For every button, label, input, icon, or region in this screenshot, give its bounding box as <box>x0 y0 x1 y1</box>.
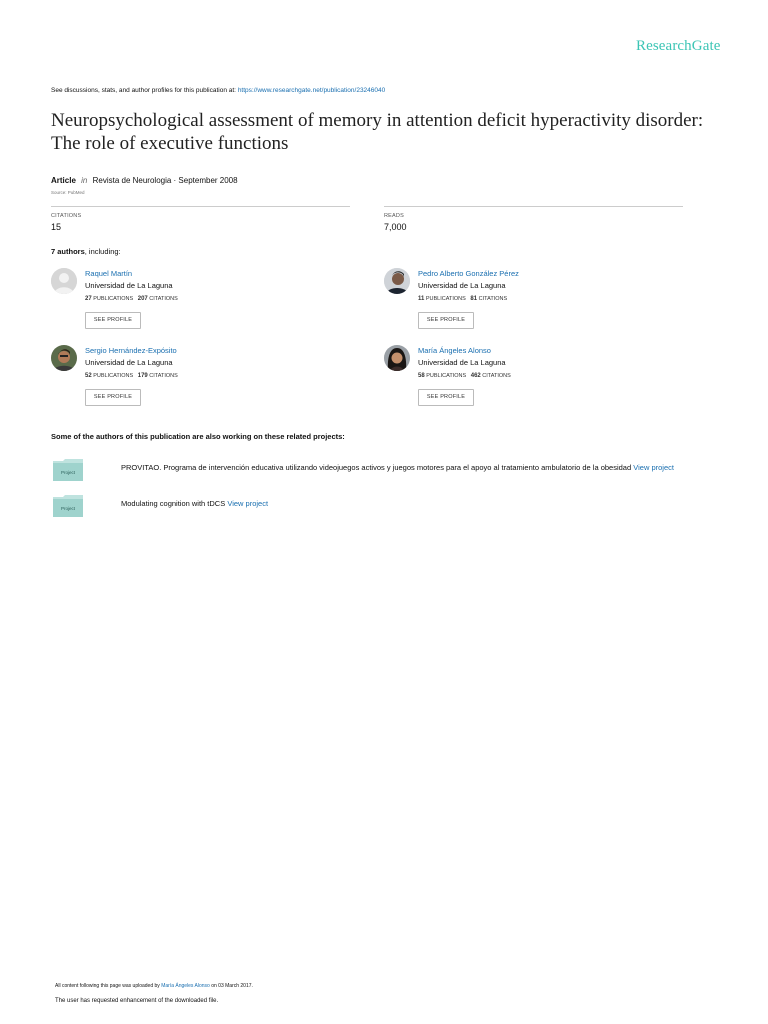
project-folder-icon <box>53 459 83 481</box>
author-citations-count: 179 <box>137 373 148 379</box>
publication-type: Article <box>51 176 76 185</box>
author-stats <box>85 373 178 379</box>
citations-value: 15 <box>51 222 62 232</box>
author-publications-label: PUBLICATIONS <box>425 296 466 302</box>
publication-title: Neuropsychological assessment of memory in attention deficit hyperactivity disorder: The role of executive functions <box>51 110 704 154</box>
discussion-line <box>51 87 385 94</box>
reads-stat <box>384 206 683 232</box>
author-citations-label: CITATIONS <box>149 296 178 302</box>
author-photo-icon[interactable] <box>384 268 410 294</box>
project-item <box>51 459 731 483</box>
journal-date: Revista de Neurologia · September 2008 <box>92 176 238 185</box>
reads-value: 7,000 <box>384 222 407 232</box>
author-citations-label: CITATIONS <box>149 373 178 379</box>
author-card <box>384 268 684 336</box>
author-stats <box>418 296 507 302</box>
author-publications-count: 52 <box>85 373 92 379</box>
authors-count-suffix: , including: <box>84 247 121 256</box>
project-description <box>121 463 674 472</box>
publication-source: Source: PubMed <box>51 190 85 195</box>
author-publications-label: PUBLICATIONS <box>93 373 134 379</box>
project-description <box>121 499 268 508</box>
author-publications-count: 27 <box>85 296 92 302</box>
upload-prefix: All content following this page was uploaded by <box>55 983 160 989</box>
author-card <box>51 345 351 413</box>
author-citations-count: 462 <box>470 373 481 379</box>
author-citations-label: CITATIONS <box>482 373 511 379</box>
view-project-link[interactable]: View project <box>227 499 269 508</box>
citations-stat <box>51 206 350 232</box>
see-profile-button[interactable]: SEE PROFILE <box>418 389 474 406</box>
author-stats <box>418 373 511 379</box>
upload-notice <box>55 983 253 989</box>
project-title: PROVITAO. Programa de intervención educativa utilizando videojuegos activos y juegos motores para el apoyo al tratamiento ambulatorio de la obesidad <box>121 463 632 472</box>
author-publications-count: 58 <box>418 373 425 379</box>
author-citations-count: 207 <box>137 296 148 302</box>
author-name-link[interactable]: Pedro Alberto González Pérez <box>418 269 519 278</box>
see-profile-button[interactable]: SEE PROFILE <box>418 312 474 329</box>
project-title: Modulating cognition with tDCS <box>121 499 226 508</box>
author-institution: Universidad de La Laguna <box>85 358 173 367</box>
author-citations-label: CITATIONS <box>478 296 508 302</box>
author-card <box>51 268 351 336</box>
authors-count <box>51 247 121 256</box>
enhancement-note: The user has requested enhancement of the downloaded file. <box>55 998 219 1004</box>
authors-count-number: 7 authors <box>51 247 85 256</box>
author-publications-count: 11 <box>418 296 425 302</box>
related-projects-heading: Some of the authors of this publication are also working on these related projects: <box>51 432 345 441</box>
author-photo-icon[interactable] <box>51 345 77 371</box>
publication-meta <box>51 176 238 185</box>
see-profile-button[interactable]: SEE PROFILE <box>85 389 141 406</box>
author-institution: Universidad de La Laguna <box>85 281 173 290</box>
project-item <box>51 495 731 519</box>
in-word: in <box>81 176 88 185</box>
citations-label: CITATIONS <box>51 213 82 219</box>
reads-label: READS <box>384 213 404 219</box>
author-publications-label: PUBLICATIONS <box>426 373 467 379</box>
author-card <box>384 345 684 413</box>
view-project-link[interactable]: View project <box>633 463 674 472</box>
author-name-link[interactable]: Sergio Hernández-Expósito <box>85 346 177 355</box>
uploader-link[interactable]: María Ángeles Alonso <box>161 983 210 989</box>
author-citations-count: 81 <box>470 296 478 302</box>
avatar-placeholder-icon[interactable] <box>51 268 77 294</box>
author-name-link[interactable]: María Ángeles Alonso <box>418 346 491 355</box>
project-folder-label: Project <box>60 506 76 511</box>
see-profile-button[interactable]: SEE PROFILE <box>85 312 141 329</box>
discussion-text: See discussions, stats, and author profiles for this publication at: <box>51 87 236 94</box>
author-stats <box>85 296 178 302</box>
author-name-link[interactable]: Raquel Martín <box>85 269 133 278</box>
author-institution: Universidad de La Laguna <box>418 281 506 290</box>
author-institution: Universidad de La Laguna <box>418 358 506 367</box>
publication-url-link[interactable]: https://www.researchgate.net/publication/23246040 <box>237 87 386 94</box>
project-folder-label: Project <box>60 470 76 475</box>
researchgate-logo[interactable]: ResearchGate <box>636 38 721 54</box>
upload-suffix: on 03 March 2017. <box>211 983 253 989</box>
author-publications-label: PUBLICATIONS <box>93 296 134 302</box>
author-photo-icon[interactable] <box>384 345 410 371</box>
project-folder-icon <box>53 495 83 517</box>
